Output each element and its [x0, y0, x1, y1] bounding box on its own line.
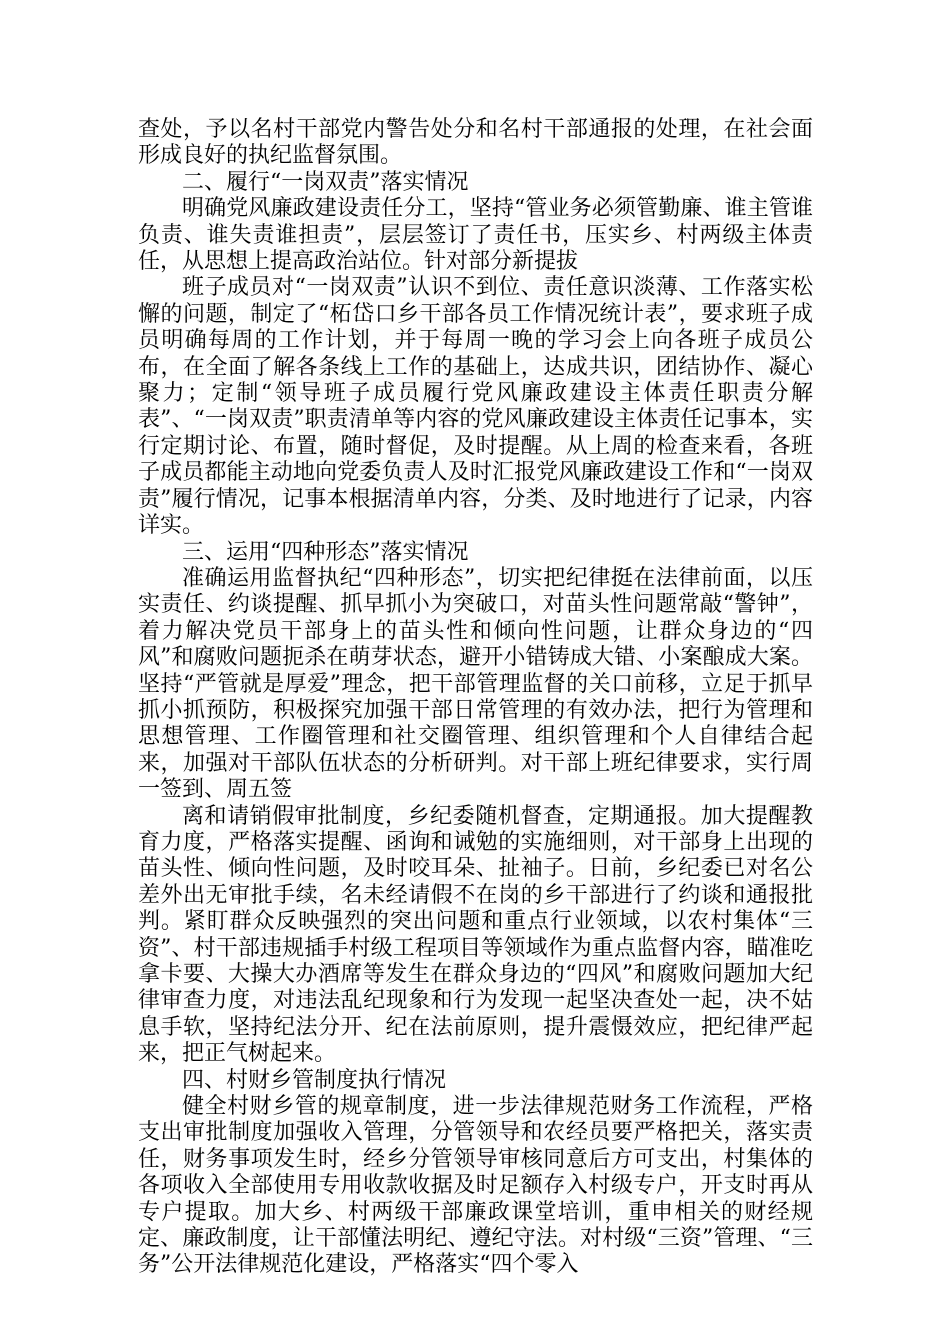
paragraph: 离和请销假审批制度，乡纪委随机督查，定期通报。加大提醒教育力度，严格落实提醒、函询和诫勉的实施细则，对干部身上出现的苗头性、倾向性问题，及时咬耳朵、扯袖子。日前，乡纪委已对名公差外出无审批手续，名未经请假不在岗的乡干部进行了约谈和通报批判。紧盯群众反映强烈的突出问题和重点行业领域，以农村集体“三资”、村干部违规插手村级工程项目等领域作为重点监督内容，瞄准吃拿卡要、大操大办酒席等发生在群众身边的“四风”和腐败问题加大纪律审查力度，对违法乱纪现象和行为发现一起坚决查处一起，决不姑息手软，坚持纪法分开、纪在法前原则，提升震慑效应，把纪律严起来，把正气树起来。: [138, 803, 813, 1067]
paragraph: 班子成员对“一岗双责”认识不到位、责任意识淡薄、工作落实松懈的问题，制定了“柘岱口乡干部各员工作情况统计表”，要求班子成员明确每周的工作计划，并于每周一晚的学习会上向各班子成员公布，在全面了解各条线上工作的基础上，达成共识，团结协作、凝心聚力；定制“领导班子成员履行党风廉政建设主体责任职责分解表”、“一岗双责”职责清单等内容的党风廉政建设主体责任记事本，实行定期讨论、布置，随时督促，及时提醒。从上周的检查来看，各班子成员都能主动地向党委负责人及时汇报党风廉政建设工作和“一岗双责”履行情况，记事本根据清单内容，分类、及时地进行了记录，内容详实。: [138, 275, 813, 539]
document-page: [138, 117, 813, 1279]
paragraph-continued: 查处，予以名村干部党内警告处分和名村干部通报的处理，在社会面形成良好的执纪监督氛围。: [138, 117, 813, 169]
paragraph: 明确党风廉政建设责任分工，坚持“管业务必须管勤廉、谁主管谁负责、谁失责谁担责”，层层签订了责任书，压实乡、村两级主体责任，从思想上提高政治站位。针对部分新提拔: [138, 196, 813, 275]
section-heading-2: 二、履行“一岗双责”落实情况: [182, 169, 469, 195]
section-heading-4: 四、村财乡管制度执行情况: [182, 1067, 447, 1093]
section-heading-3: 三、运用“四种形态”落实情况: [182, 539, 469, 565]
paragraph: 健全村财乡管的规章制度，进一步法律规范财务工作流程，严格支出审批制度加强收入管理，分管领导和农经员要严格把关，落实责任，财务事项发生时，经乡分管领导审核同意后方可支出，村集体的各项收入全部使用专用收款收据及时足额存入村级专户，开支时再从专户提取。加大乡、村两级干部廉政课堂培训，重申相关的财经规定、廉政制度，让干部懂法明纪、遵纪守法。对村级“三资”管理、“三务”公开法律规范化建设，严格落实“四个零入: [138, 1094, 813, 1278]
paragraph: 准确运用监督执纪“四种形态”，切实把纪律挺在法律前面，以压实责任、约谈提醒、抓早抓小为突破口，对苗头性问题常敲“警钟”，着力解决党员干部身上的苗头性和倾向性问题，让群众身边的“四风”和腐败问题扼杀在萌芽状态，避开小错铸成大错、小案酿成大案。坚持“严管就是厚爱”理念，把干部管理监督的关口前移，立足于抓早抓小抓预防，积极探究加强干部日常管理的有效办法，把行为管理和思想管理、工作圈管理和社交圈管理、组织管理和个人自律结合起来，加强对干部队伍状态的分析研判。对干部上班纪律要求，实行周一签到、周五签: [138, 565, 813, 803]
